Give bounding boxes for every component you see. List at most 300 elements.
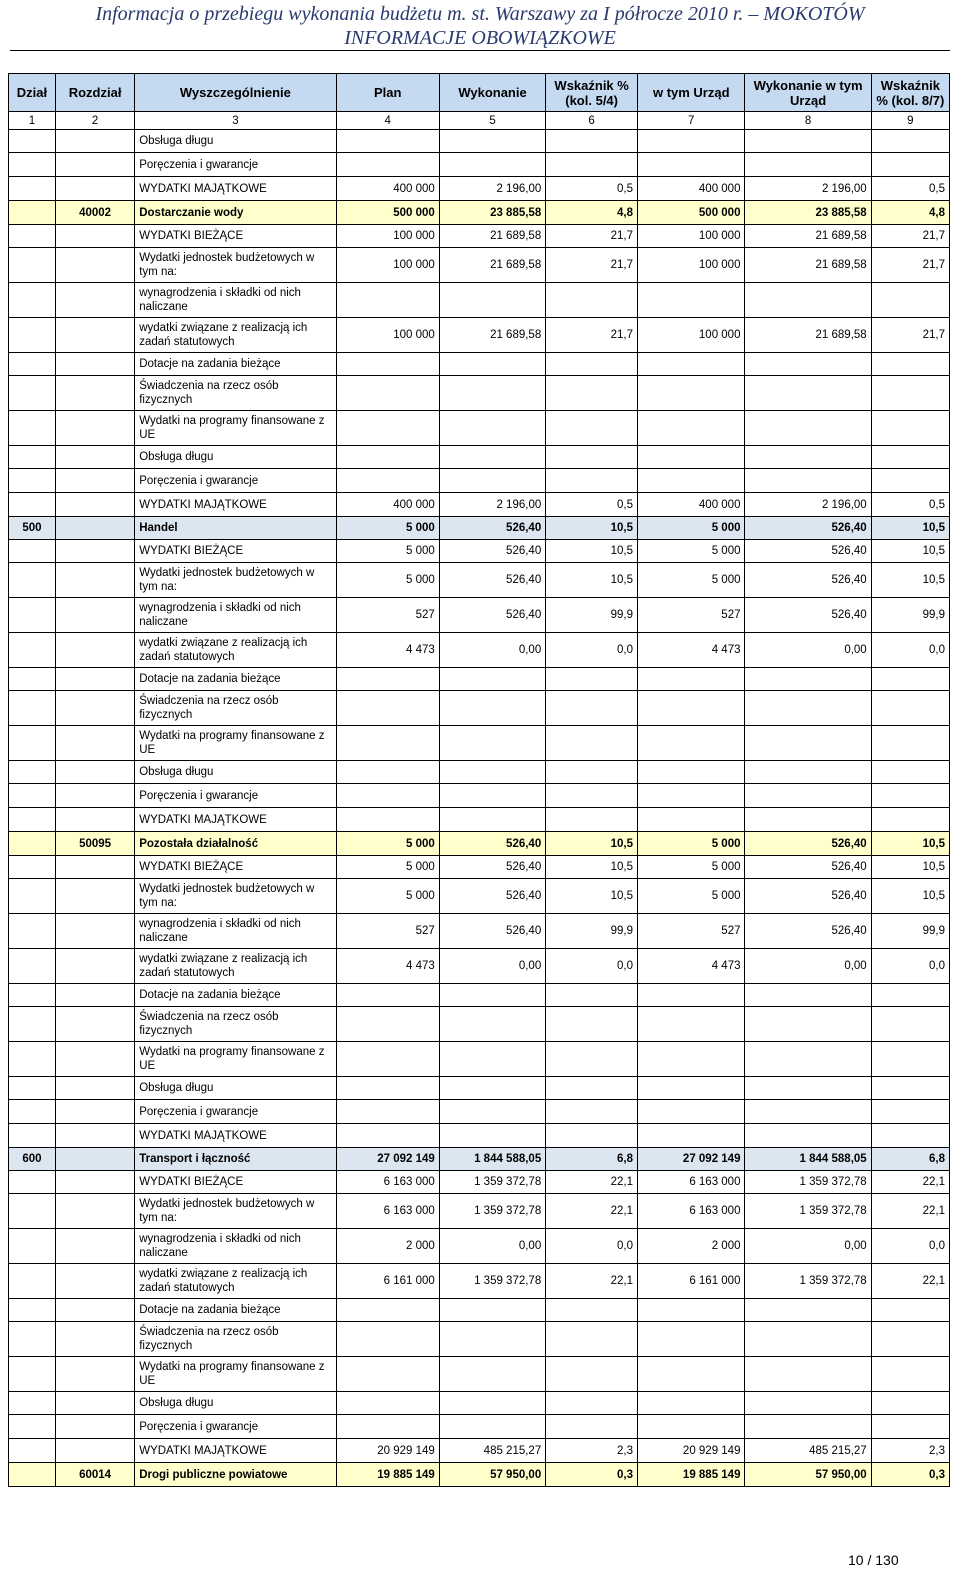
rozdzial-code-cell bbox=[55, 177, 134, 201]
wykonanie-cell bbox=[439, 1124, 545, 1148]
wskaznik-urzad-cell: 10,5 bbox=[871, 879, 949, 914]
wskaznik-cell bbox=[546, 283, 638, 318]
rozdzial-code-cell bbox=[55, 1299, 134, 1322]
rozdzial-code-cell bbox=[55, 633, 134, 668]
wykonanie-urzad-cell: 0,00 bbox=[745, 633, 871, 668]
dzial-code-cell: 600 bbox=[9, 1148, 56, 1171]
wskaznik-urzad-cell: 22,1 bbox=[871, 1171, 949, 1194]
plan-cell bbox=[336, 153, 439, 177]
wskaznik-cell: 2,3 bbox=[546, 1439, 638, 1463]
dzial-code-cell bbox=[9, 1299, 56, 1322]
description-cell: Dotacje na zadania bieżące bbox=[135, 668, 336, 691]
wskaznik-cell bbox=[546, 784, 638, 808]
rozdzial-code-cell bbox=[55, 493, 134, 517]
plan-urzad-cell: 27 092 149 bbox=[638, 1148, 745, 1171]
table-row bbox=[9, 1357, 950, 1392]
wskaznik-urzad-cell: 0,5 bbox=[871, 493, 949, 517]
plan-cell: 527 bbox=[336, 598, 439, 633]
wykonanie-urzad-cell: 526,40 bbox=[745, 832, 871, 856]
wykonanie-urzad-cell bbox=[745, 1100, 871, 1124]
plan-cell bbox=[336, 376, 439, 411]
wykonanie-cell: 526,40 bbox=[439, 563, 545, 598]
plan-cell bbox=[336, 984, 439, 1007]
col-header-plan: Plan bbox=[336, 74, 439, 112]
wykonanie-urzad-cell bbox=[745, 984, 871, 1007]
wykonanie-cell bbox=[439, 1357, 545, 1392]
wykonanie-cell: 57 950,00 bbox=[439, 1463, 545, 1487]
dzial-code-cell bbox=[9, 1077, 56, 1100]
wykonanie-cell bbox=[439, 446, 545, 469]
plan-cell bbox=[336, 1100, 439, 1124]
wskaznik-cell bbox=[546, 469, 638, 493]
wykonanie-urzad-cell bbox=[745, 1124, 871, 1148]
table-row bbox=[9, 856, 950, 879]
wykonanie-urzad-cell bbox=[745, 353, 871, 376]
plan-urzad-cell bbox=[638, 353, 745, 376]
wskaznik-cell: 4,8 bbox=[546, 201, 638, 225]
description-cell: Poręczenia i gwarancje bbox=[135, 1100, 336, 1124]
table-row bbox=[9, 633, 950, 668]
table-row bbox=[9, 248, 950, 283]
wskaznik-urzad-cell bbox=[871, 1100, 949, 1124]
wskaznik-cell bbox=[546, 1392, 638, 1415]
wykonanie-urzad-cell bbox=[745, 1007, 871, 1042]
wykonanie-urzad-cell bbox=[745, 1042, 871, 1077]
wskaznik-urzad-cell bbox=[871, 691, 949, 726]
wskaznik-urzad-cell: 0,0 bbox=[871, 949, 949, 984]
table-row bbox=[9, 493, 950, 517]
wykonanie-cell bbox=[439, 1077, 545, 1100]
wykonanie-urzad-cell bbox=[745, 1322, 871, 1357]
dzial-code-cell bbox=[9, 1042, 56, 1077]
description-cell: Wydatki jednostek budżetowych w tym na: bbox=[135, 248, 336, 283]
wskaznik-urzad-cell: 10,5 bbox=[871, 856, 949, 879]
wykonanie-cell: 1 359 372,78 bbox=[439, 1194, 545, 1229]
rozdzial-code-cell bbox=[55, 1194, 134, 1229]
wykonanie-urzad-cell bbox=[745, 1299, 871, 1322]
plan-cell: 400 000 bbox=[336, 177, 439, 201]
wykonanie-cell bbox=[439, 784, 545, 808]
plan-cell: 5 000 bbox=[336, 832, 439, 856]
rozdzial-code-cell bbox=[55, 598, 134, 633]
wskaznik-cell bbox=[546, 1357, 638, 1392]
dzial-code-cell bbox=[9, 563, 56, 598]
plan-cell bbox=[336, 1299, 439, 1322]
dzial-code-cell bbox=[9, 411, 56, 446]
wykonanie-urzad-cell: 21 689,58 bbox=[745, 248, 871, 283]
wykonanie-cell bbox=[439, 1392, 545, 1415]
wykonanie-cell bbox=[439, 283, 545, 318]
description-cell: Poręczenia i gwarancje bbox=[135, 1415, 336, 1439]
rozdzial-code-cell bbox=[55, 1007, 134, 1042]
wykonanie-urzad-cell bbox=[745, 1392, 871, 1415]
table-row bbox=[9, 411, 950, 446]
table-row bbox=[9, 1042, 950, 1077]
description-cell: wydatki związane z realizacją ich zadań statutowych bbox=[135, 949, 336, 984]
wskaznik-urzad-cell bbox=[871, 469, 949, 493]
description-cell: Świadczenia na rzecz osób fizycznych bbox=[135, 691, 336, 726]
table-row bbox=[9, 1171, 950, 1194]
rozdzial-code-cell bbox=[55, 225, 134, 248]
table-row bbox=[9, 914, 950, 949]
plan-cell bbox=[336, 1392, 439, 1415]
table-body bbox=[9, 130, 950, 1487]
plan-urzad-cell bbox=[638, 1357, 745, 1392]
table-row bbox=[9, 318, 950, 353]
wskaznik-cell: 10,5 bbox=[546, 832, 638, 856]
wykonanie-cell bbox=[439, 1415, 545, 1439]
rozdzial-code-cell bbox=[55, 784, 134, 808]
wskaznik-urzad-cell: 0,0 bbox=[871, 633, 949, 668]
wskaznik-cell bbox=[546, 1124, 638, 1148]
plan-urzad-cell bbox=[638, 1322, 745, 1357]
plan-urzad-cell bbox=[638, 808, 745, 832]
wykonanie-urzad-cell bbox=[745, 691, 871, 726]
dzial-code-cell bbox=[9, 1439, 56, 1463]
wykonanie-urzad-cell bbox=[745, 1415, 871, 1439]
wykonanie-cell bbox=[439, 1007, 545, 1042]
rozdzial-code-cell bbox=[55, 446, 134, 469]
plan-cell bbox=[336, 1357, 439, 1392]
dzial-code-cell bbox=[9, 1100, 56, 1124]
dzial-code-cell bbox=[9, 856, 56, 879]
wykonanie-urzad-cell bbox=[745, 130, 871, 153]
wykonanie-cell: 23 885,58 bbox=[439, 201, 545, 225]
rozdzial-code-cell bbox=[55, 1264, 134, 1299]
plan-cell: 400 000 bbox=[336, 493, 439, 517]
column-header-row bbox=[9, 74, 950, 112]
wskaznik-urzad-cell bbox=[871, 984, 949, 1007]
rozdzial-code-cell: 60014 bbox=[55, 1463, 134, 1487]
wskaznik-urzad-cell: 99,9 bbox=[871, 598, 949, 633]
wskaznik-urzad-cell: 0,5 bbox=[871, 177, 949, 201]
col-number: 2 bbox=[55, 112, 134, 130]
rozdzial-code-cell bbox=[55, 761, 134, 784]
plan-cell: 5 000 bbox=[336, 517, 439, 540]
plan-cell: 6 161 000 bbox=[336, 1264, 439, 1299]
wykonanie-urzad-cell bbox=[745, 668, 871, 691]
description-cell: Poręczenia i gwarancje bbox=[135, 469, 336, 493]
rozdzial-code-cell bbox=[55, 376, 134, 411]
dzial-code-cell bbox=[9, 283, 56, 318]
rozdzial-row bbox=[9, 1463, 950, 1487]
dzial-row bbox=[9, 1148, 950, 1171]
table-row bbox=[9, 1194, 950, 1229]
rozdzial-code-cell bbox=[55, 153, 134, 177]
wykonanie-urzad-cell: 526,40 bbox=[745, 914, 871, 949]
wskaznik-cell bbox=[546, 668, 638, 691]
dzial-row bbox=[9, 517, 950, 540]
description-cell: Dotacje na zadania bieżące bbox=[135, 984, 336, 1007]
wskaznik-urzad-cell bbox=[871, 1299, 949, 1322]
description-cell: Wydatki na programy finansowane z UE bbox=[135, 1042, 336, 1077]
table-row bbox=[9, 177, 950, 201]
dzial-code-cell bbox=[9, 376, 56, 411]
wykonanie-urzad-cell bbox=[745, 1077, 871, 1100]
rozdzial-code-cell bbox=[55, 1148, 134, 1171]
wykonanie-cell: 1 844 588,05 bbox=[439, 1148, 545, 1171]
wskaznik-cell bbox=[546, 411, 638, 446]
wskaznik-cell: 10,5 bbox=[546, 517, 638, 540]
rozdzial-code-cell bbox=[55, 1171, 134, 1194]
rozdzial-code-cell bbox=[55, 668, 134, 691]
dzial-code-cell bbox=[9, 1124, 56, 1148]
wykonanie-cell: 526,40 bbox=[439, 856, 545, 879]
wykonanie-cell: 21 689,58 bbox=[439, 225, 545, 248]
wskaznik-cell bbox=[546, 1299, 638, 1322]
dzial-code-cell: 500 bbox=[9, 517, 56, 540]
wskaznik-urzad-cell bbox=[871, 668, 949, 691]
wskaznik-urzad-cell: 21,7 bbox=[871, 225, 949, 248]
wykonanie-cell: 2 196,00 bbox=[439, 493, 545, 517]
wykonanie-cell bbox=[439, 376, 545, 411]
rozdzial-code-cell bbox=[55, 353, 134, 376]
plan-urzad-cell: 5 000 bbox=[638, 856, 745, 879]
dzial-code-cell bbox=[9, 1463, 56, 1487]
table-row bbox=[9, 563, 950, 598]
column-number-row bbox=[9, 112, 950, 130]
rozdzial-code-cell bbox=[55, 879, 134, 914]
wskaznik-cell: 21,7 bbox=[546, 248, 638, 283]
wskaznik-cell: 10,5 bbox=[546, 856, 638, 879]
wskaznik-urzad-cell bbox=[871, 153, 949, 177]
plan-urzad-cell bbox=[638, 668, 745, 691]
wykonanie-cell: 485 215,27 bbox=[439, 1439, 545, 1463]
table-row bbox=[9, 1229, 950, 1264]
dzial-code-cell bbox=[9, 1194, 56, 1229]
header-divider bbox=[10, 50, 950, 51]
dzial-code-cell bbox=[9, 1392, 56, 1415]
wskaznik-cell: 10,5 bbox=[546, 563, 638, 598]
table-row bbox=[9, 1415, 950, 1439]
plan-urzad-cell bbox=[638, 446, 745, 469]
plan-urzad-cell: 100 000 bbox=[638, 248, 745, 283]
plan-urzad-cell: 4 473 bbox=[638, 949, 745, 984]
wykonanie-urzad-cell: 526,40 bbox=[745, 540, 871, 563]
table-row bbox=[9, 1439, 950, 1463]
description-cell: Obsługa długu bbox=[135, 1392, 336, 1415]
table-row bbox=[9, 1077, 950, 1100]
rozdzial-code-cell: 40002 bbox=[55, 201, 134, 225]
wskaznik-cell: 0,0 bbox=[546, 633, 638, 668]
plan-cell bbox=[336, 808, 439, 832]
table-row bbox=[9, 1264, 950, 1299]
plan-urzad-cell: 20 929 149 bbox=[638, 1439, 745, 1463]
description-cell: Obsługa długu bbox=[135, 446, 336, 469]
description-cell: Handel bbox=[135, 517, 336, 540]
dzial-code-cell bbox=[9, 879, 56, 914]
wskaznik-urzad-cell bbox=[871, 761, 949, 784]
rozdzial-code-cell bbox=[55, 517, 134, 540]
wskaznik-urzad-cell bbox=[871, 1007, 949, 1042]
plan-cell: 5 000 bbox=[336, 879, 439, 914]
wykonanie-urzad-cell bbox=[745, 446, 871, 469]
plan-urzad-cell bbox=[638, 1007, 745, 1042]
table-row bbox=[9, 761, 950, 784]
description-cell: Wydatki na programy finansowane z UE bbox=[135, 1357, 336, 1392]
wykonanie-urzad-cell bbox=[745, 808, 871, 832]
rozdzial-code-cell bbox=[55, 318, 134, 353]
table-row bbox=[9, 1299, 950, 1322]
dzial-code-cell bbox=[9, 177, 56, 201]
col-header-w-tym-urzad: w tym Urząd bbox=[638, 74, 745, 112]
page-header bbox=[0, 2, 960, 50]
description-cell: Obsługa długu bbox=[135, 761, 336, 784]
header-title: Informacja o przebiegu wykonania budżetu m. st. Warszawy za I półrocze 2010 r. – MOKOTÓW bbox=[95, 3, 865, 25]
description-cell: wydatki związane z realizacją ich zadań statutowych bbox=[135, 633, 336, 668]
wskaznik-cell: 22,1 bbox=[546, 1264, 638, 1299]
plan-cell bbox=[336, 1077, 439, 1100]
dzial-code-cell bbox=[9, 784, 56, 808]
description-cell: Poręczenia i gwarancje bbox=[135, 784, 336, 808]
plan-urzad-cell bbox=[638, 984, 745, 1007]
wskaznik-urzad-cell: 10,5 bbox=[871, 563, 949, 598]
wskaznik-cell bbox=[546, 446, 638, 469]
description-cell: Dotacje na zadania bieżące bbox=[135, 1299, 336, 1322]
dzial-code-cell bbox=[9, 808, 56, 832]
plan-cell bbox=[336, 1042, 439, 1077]
wykonanie-urzad-cell: 23 885,58 bbox=[745, 201, 871, 225]
wykonanie-cell: 21 689,58 bbox=[439, 318, 545, 353]
wskaznik-cell: 99,9 bbox=[546, 598, 638, 633]
wykonanie-cell: 526,40 bbox=[439, 540, 545, 563]
table-row bbox=[9, 691, 950, 726]
description-cell: Dotacje na zadania bieżące bbox=[135, 353, 336, 376]
table-row bbox=[9, 376, 950, 411]
wskaznik-cell: 22,1 bbox=[546, 1171, 638, 1194]
rozdzial-code-cell bbox=[55, 856, 134, 879]
plan-cell bbox=[336, 283, 439, 318]
wskaznik-cell bbox=[546, 130, 638, 153]
plan-cell: 5 000 bbox=[336, 540, 439, 563]
dzial-code-cell bbox=[9, 469, 56, 493]
description-cell: WYDATKI BIEŻĄCE bbox=[135, 1171, 336, 1194]
wykonanie-urzad-cell bbox=[745, 761, 871, 784]
table-row bbox=[9, 879, 950, 914]
table-row bbox=[9, 225, 950, 248]
dzial-code-cell bbox=[9, 1264, 56, 1299]
wykonanie-cell bbox=[439, 691, 545, 726]
wykonanie-cell: 526,40 bbox=[439, 832, 545, 856]
plan-urzad-cell: 527 bbox=[638, 914, 745, 949]
description-cell: WYDATKI BIEŻĄCE bbox=[135, 540, 336, 563]
wskaznik-urzad-cell bbox=[871, 283, 949, 318]
dzial-code-cell bbox=[9, 1415, 56, 1439]
plan-urzad-cell bbox=[638, 469, 745, 493]
rozdzial-code-cell bbox=[55, 248, 134, 283]
wykonanie-urzad-cell bbox=[745, 153, 871, 177]
wykonanie-urzad-cell: 526,40 bbox=[745, 856, 871, 879]
plan-urzad-cell bbox=[638, 130, 745, 153]
plan-cell: 4 473 bbox=[336, 949, 439, 984]
description-cell: WYDATKI MAJĄTKOWE bbox=[135, 493, 336, 517]
wykonanie-urzad-cell: 526,40 bbox=[745, 879, 871, 914]
plan-cell bbox=[336, 411, 439, 446]
description-cell: Pozostała działalność bbox=[135, 832, 336, 856]
plan-cell: 20 929 149 bbox=[336, 1439, 439, 1463]
plan-urzad-cell: 19 885 149 bbox=[638, 1463, 745, 1487]
rozdzial-row bbox=[9, 201, 950, 225]
plan-cell: 6 163 000 bbox=[336, 1194, 439, 1229]
dzial-code-cell bbox=[9, 832, 56, 856]
wskaznik-cell: 10,5 bbox=[546, 540, 638, 563]
plan-urzad-cell bbox=[638, 726, 745, 761]
description-cell: Wydatki na programy finansowane z UE bbox=[135, 411, 336, 446]
wskaznik-urzad-cell: 10,5 bbox=[871, 540, 949, 563]
wykonanie-cell bbox=[439, 353, 545, 376]
description-cell: Obsługa długu bbox=[135, 1077, 336, 1100]
wskaznik-cell bbox=[546, 691, 638, 726]
dzial-code-cell bbox=[9, 668, 56, 691]
wskaznik-urzad-cell bbox=[871, 411, 949, 446]
header-subtitle: INFORMACJE OBOWIĄZKOWE bbox=[344, 27, 616, 49]
table-row bbox=[9, 353, 950, 376]
col-header-rozdzial: Rozdział bbox=[55, 74, 134, 112]
description-cell: Wydatki jednostek budżetowych w tym na: bbox=[135, 563, 336, 598]
wskaznik-cell bbox=[546, 984, 638, 1007]
rozdzial-code-cell bbox=[55, 469, 134, 493]
dzial-code-cell bbox=[9, 761, 56, 784]
table-row bbox=[9, 1124, 950, 1148]
col-header-wyszczegolnienie: Wyszczególnienie bbox=[135, 74, 336, 112]
wykonanie-cell: 21 689,58 bbox=[439, 248, 545, 283]
wskaznik-urzad-cell: 22,1 bbox=[871, 1264, 949, 1299]
rozdzial-code-cell bbox=[55, 984, 134, 1007]
plan-cell bbox=[336, 668, 439, 691]
rozdzial-code-cell bbox=[55, 283, 134, 318]
wskaznik-cell bbox=[546, 1100, 638, 1124]
wskaznik-urzad-cell: 0,0 bbox=[871, 1229, 949, 1264]
wykonanie-cell bbox=[439, 411, 545, 446]
wskaznik-urzad-cell bbox=[871, 1357, 949, 1392]
plan-urzad-cell: 527 bbox=[638, 598, 745, 633]
plan-cell: 527 bbox=[336, 914, 439, 949]
wykonanie-urzad-cell: 2 196,00 bbox=[745, 493, 871, 517]
dzial-code-cell bbox=[9, 1357, 56, 1392]
wskaznik-urzad-cell: 21,7 bbox=[871, 318, 949, 353]
description-cell: WYDATKI MAJĄTKOWE bbox=[135, 1124, 336, 1148]
wskaznik-urzad-cell bbox=[871, 1415, 949, 1439]
description-cell: wynagrodzenia i składki od nich naliczane bbox=[135, 598, 336, 633]
wykonanie-urzad-cell: 0,00 bbox=[745, 1229, 871, 1264]
plan-cell bbox=[336, 761, 439, 784]
plan-cell bbox=[336, 353, 439, 376]
wykonanie-urzad-cell: 526,40 bbox=[745, 598, 871, 633]
description-cell: WYDATKI MAJĄTKOWE bbox=[135, 808, 336, 832]
wykonanie-cell: 526,40 bbox=[439, 879, 545, 914]
plan-urzad-cell bbox=[638, 1077, 745, 1100]
wskaznik-cell: 6,8 bbox=[546, 1148, 638, 1171]
table-row bbox=[9, 469, 950, 493]
table-row bbox=[9, 808, 950, 832]
wykonanie-cell: 2 196,00 bbox=[439, 177, 545, 201]
plan-urzad-cell bbox=[638, 376, 745, 411]
description-cell: WYDATKI BIEŻĄCE bbox=[135, 856, 336, 879]
wskaznik-cell bbox=[546, 1042, 638, 1077]
description-cell: Drogi publiczne powiatowe bbox=[135, 1463, 336, 1487]
plan-urzad-cell: 5 000 bbox=[638, 563, 745, 598]
dzial-code-cell bbox=[9, 540, 56, 563]
plan-urzad-cell bbox=[638, 1392, 745, 1415]
wskaznik-cell bbox=[546, 153, 638, 177]
wskaznik-urzad-cell: 10,5 bbox=[871, 832, 949, 856]
plan-cell bbox=[336, 691, 439, 726]
description-cell: wydatki związane z realizacją ich zadań statutowych bbox=[135, 318, 336, 353]
dzial-code-cell bbox=[9, 225, 56, 248]
wykonanie-cell bbox=[439, 1042, 545, 1077]
plan-cell: 4 473 bbox=[336, 633, 439, 668]
wskaznik-cell: 0,3 bbox=[546, 1463, 638, 1487]
